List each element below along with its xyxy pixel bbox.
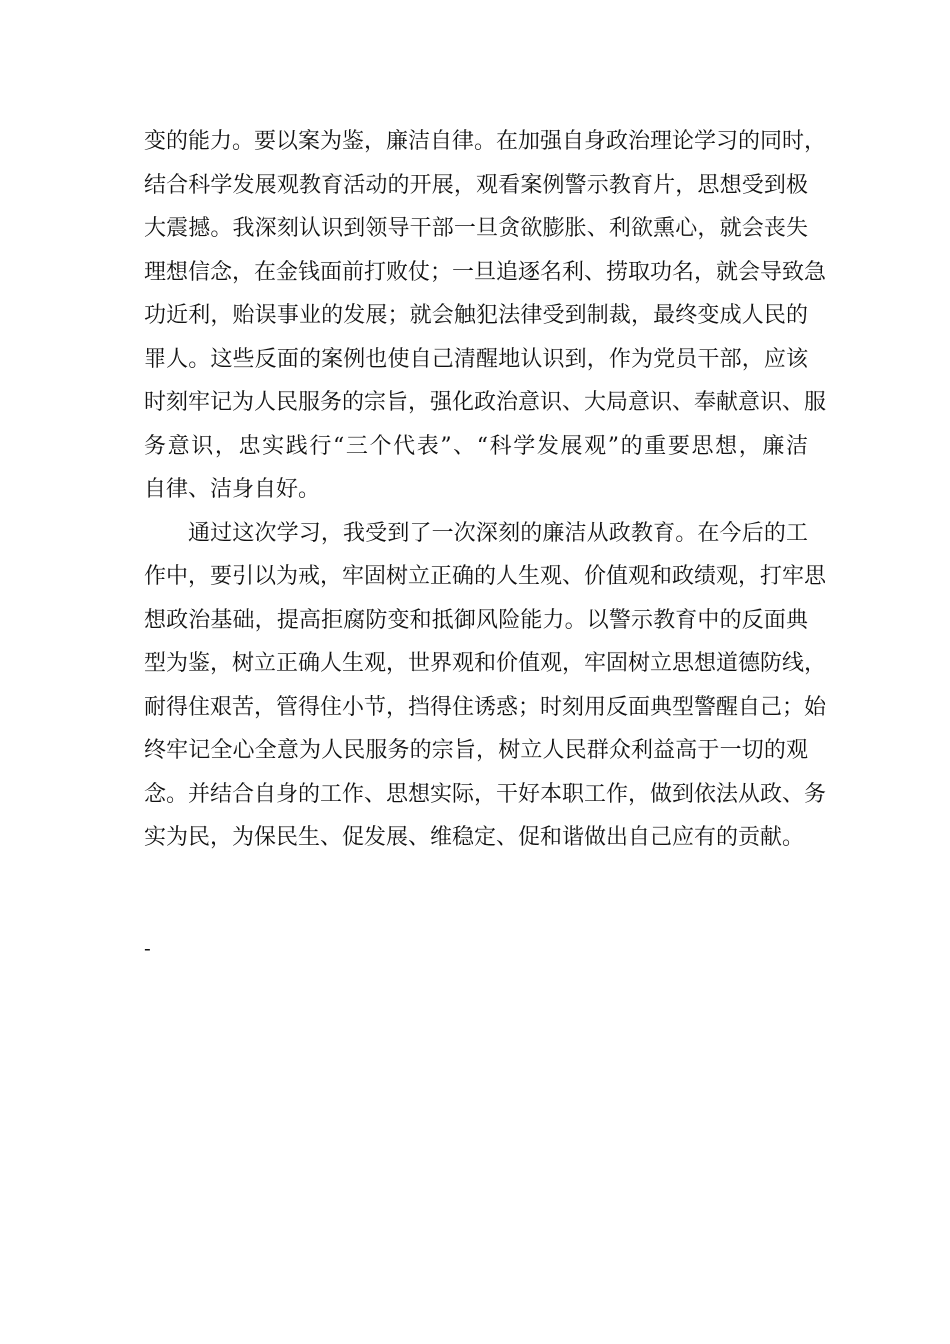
paragraph-2-line-6: 终牢记全心全意为人民服务的宗旨，树立人民群众利益高于一切的观 — [144, 738, 808, 763]
paragraph-1-line-6: 罪人。这些反面的案例也使自己清醒地认识到，作为党员干部，应该 — [144, 346, 808, 372]
footer-dash: - — [144, 936, 151, 960]
paragraph-2-line-3: 想政治基础，提高拒腐防变和抵御风险能力。以警示教育中的反面典 — [144, 607, 808, 633]
paragraph-1-line-5: 功近利，贻误事业的发展；就会触犯法律受到制裁，最终变成人民的 — [144, 303, 808, 328]
body-text — [144, 120, 827, 860]
paragraph-2-line-2: 作中，要引以为戒，牢固树立正确的人生观、价值观和政绩观，打牢思 — [144, 564, 827, 589]
paragraph-2-line-4: 型为鉴，树立正确人生观，世界观和价值观，牢固树立思想道德防线， — [144, 651, 827, 676]
paragraph-1-line-7: 时刻牢记为人民服务的宗旨，强化政治意识、大局意识、奉献意识、服 — [144, 390, 827, 415]
paragraph-2-line-5: 耐得住艰苦，管得住小节，挡得住诱惑；时刻用反面典型警醒自己；始 — [144, 694, 827, 720]
paragraph-1-line-2: 结合科学发展观教育活动的开展，观看案例警示教育片，思想受到极 — [144, 172, 808, 198]
paragraph-2-line-8: 实为民，为保民生、促发展、维稳定、促和谐做出自己应有的贡献。 — [144, 825, 805, 850]
paragraph-1-line-9: 自律、洁身自好。 — [144, 477, 321, 502]
paragraph-1-line-1: 变的能力。要以案为鉴，廉洁自律。在加强自身政治理论学习的同时， — [144, 129, 827, 154]
paragraph-2-line-7: 念。并结合自身的工作、思想实际，干好本职工作，做到依法从政、务 — [144, 781, 827, 807]
paragraph-2-line-1: 通过这次学习，我受到了一次深刻的廉洁从政教育。在今后的工 — [188, 520, 808, 546]
paragraph-1-line-3: 大震撼。我深刻认识到领导干部一旦贪欲膨胀、利欲熏心，就会丧失 — [144, 216, 808, 241]
paragraph-1-line-4: 理想信念，在金钱面前打败仗；一旦追逐名利、捞取功名，就会导致急 — [144, 259, 827, 285]
paragraph-1-line-8: 务意识，忠实践行“三个代表”、“科学发展观”的重要思想，廉洁 — [144, 433, 808, 459]
